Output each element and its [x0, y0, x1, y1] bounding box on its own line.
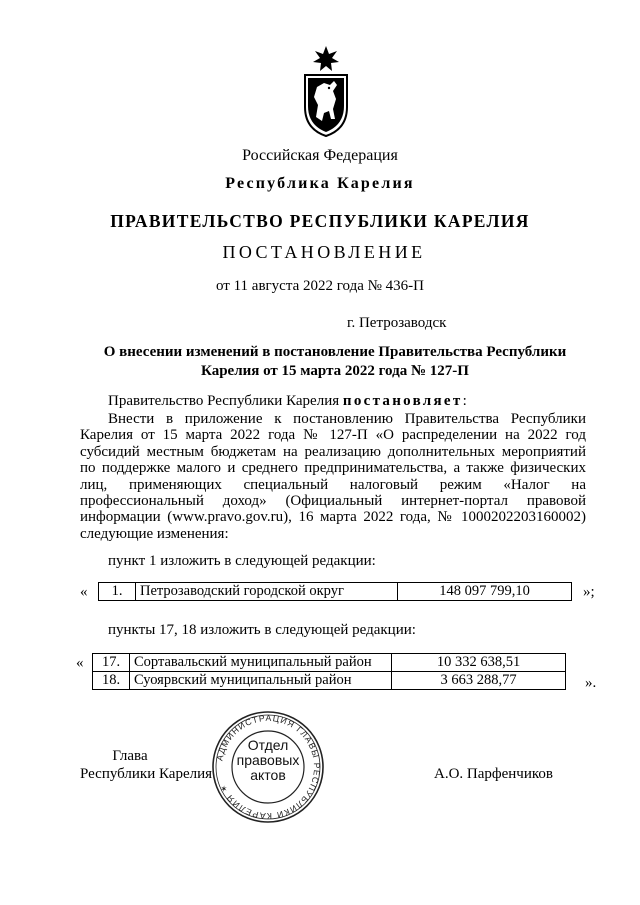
country-name: Российская Федерация	[242, 147, 398, 164]
document-date-number: от 11 августа 2022 года № 436-П	[215, 278, 425, 294]
government-name: ПРАВИТЕЛЬСТВО РЕСПУБЛИКИ КАРЕЛИЯ	[110, 211, 530, 231]
table-row	[99, 583, 572, 601]
subsidy-amount: 3 663 288,77	[392, 672, 566, 690]
stamp-line-3: актов	[250, 767, 286, 783]
row-number: 1.	[99, 583, 136, 601]
subsidy-amount: 148 097 799,10	[398, 583, 572, 601]
points-17-18-intro: пункты 17, 18 изложить в следующей редакции:	[108, 622, 416, 638]
resolution-intro-prefix: Правительство Республики Карелия	[108, 393, 343, 409]
municipality-name: Сортавальский муниципальный район	[130, 654, 392, 672]
signatory-title-line1: Глава	[112, 748, 148, 764]
amendment-table-1	[98, 582, 572, 601]
table2-close-quote: ».	[585, 675, 597, 691]
municipality-name: Петрозаводский городской округ	[136, 583, 398, 601]
table2-open-quote: «	[76, 655, 84, 671]
resolution-intro-suffix: :	[462, 393, 467, 409]
republic-name: Республика Карелия	[225, 175, 415, 192]
table1-open-quote: «	[80, 584, 88, 600]
svg-text:АДМИНИСТРАЦИЯ ГЛАВЫ РЕСПУБЛИКИ: АДМИНИСТРАЦИЯ ГЛАВЫ РЕСПУБЛИКИ КАРЕЛИЯ ✶	[214, 712, 323, 822]
row-number: 18.	[93, 672, 130, 690]
municipality-name: Суоярвский муниципальный район	[130, 672, 392, 690]
signatory-name: А.О. Парфенчиков	[434, 766, 553, 782]
row-number: 17.	[93, 654, 130, 672]
coat-of-arms-emblem	[300, 45, 352, 137]
subsidy-amount: 10 332 638,51	[392, 654, 566, 672]
resolution-verb: постановляет	[342, 393, 463, 409]
document-type: ПОСТАНОВЛЕНИЕ	[222, 242, 426, 262]
point1-intro: пункт 1 изложить в следующей редакции:	[108, 553, 376, 569]
stamp-line-1: Отдел	[247, 737, 289, 753]
document-subject: О внесении изменений в постановление Правительства Республики Карелия от 15 марта 2022 года № 127-П	[103, 344, 567, 379]
table-row	[93, 672, 566, 690]
stamp-inner-text	[211, 738, 325, 783]
amendment-table-2	[92, 653, 566, 690]
stamp-line-2: правовых	[236, 752, 300, 768]
signatory-title-line2: Республики Карелия	[80, 766, 213, 782]
resolution-main-paragraph: Внести в приложение к постановлению Правительства Республики Карелия от 15 марта 2022 года № 127-П «О распределении на 2022 год субсидий местным бюджетам на реализацию дополнительных мероприятий по поддержке малого и среднего предпринимательства, а также физических лиц, применяющих специальный налоговый режим «Налог на профессиональный доход» (Официальный интернет-портал правовой информации (www.pravo.gov.ru), 16 марта 2022 года, № 1000202203160002) следующие изменения:	[80, 411, 586, 542]
document-city: г. Петрозаводск	[347, 315, 447, 331]
table1-close-quote: »;	[583, 584, 595, 600]
resolution-intro	[108, 393, 467, 409]
table-row	[93, 654, 566, 672]
